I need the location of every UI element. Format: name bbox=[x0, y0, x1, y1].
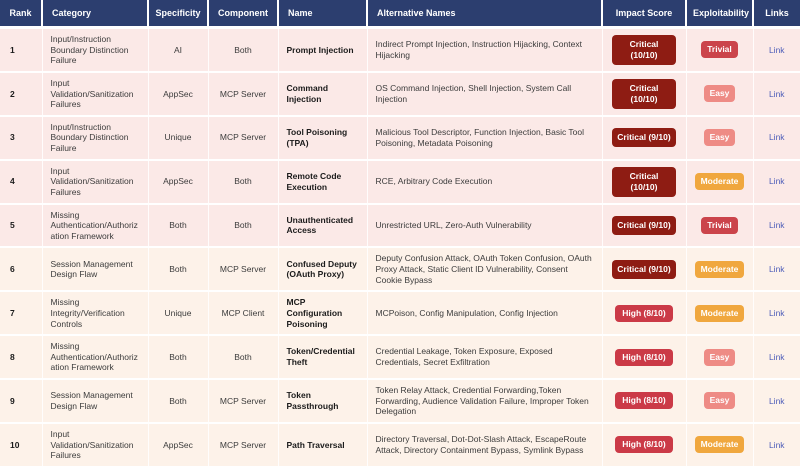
table-row bbox=[0, 291, 800, 335]
impact-score-cell bbox=[602, 204, 686, 248]
category-cell: Session Management Design Flaw bbox=[42, 247, 148, 291]
alternative-names-cell: Deputy Confusion Attack, OAuth Token Confusion, OAuth Proxy Attack, Static Client ID Vulnerability, Consent Cookie Bypass bbox=[367, 247, 602, 291]
links-cell bbox=[753, 291, 800, 335]
exploitability-cell bbox=[686, 160, 753, 204]
impact-badge: High (8/10) bbox=[615, 392, 672, 409]
alternative-names-cell: Directory Traversal, Dot-Dot-Slash Attack, EscapeRoute Attack, Directory Containment Bypass, Symlink Bypass bbox=[367, 423, 602, 467]
impact-score-cell bbox=[602, 72, 686, 116]
exploitability-cell bbox=[686, 247, 753, 291]
impact-badge: Critical (10/10) bbox=[612, 167, 676, 197]
specificity-cell: AppSec bbox=[148, 72, 208, 116]
category-cell: Session Management Design Flaw bbox=[42, 379, 148, 423]
rank-cell: 4 bbox=[0, 160, 42, 204]
impact-score-cell bbox=[602, 28, 686, 72]
rank-cell: 1 bbox=[0, 28, 42, 72]
impact-badge: Critical (9/10) bbox=[612, 260, 676, 279]
header-row bbox=[0, 0, 800, 28]
impact-badge: Critical (10/10) bbox=[612, 79, 676, 109]
specificity-cell: AppSec bbox=[148, 423, 208, 467]
specificity-cell: AppSec bbox=[148, 160, 208, 204]
table-row bbox=[0, 335, 800, 379]
row-link[interactable]: Link bbox=[768, 264, 785, 274]
links-cell bbox=[753, 379, 800, 423]
specificity-cell: Both bbox=[148, 247, 208, 291]
column-header-component: Component bbox=[208, 0, 278, 28]
category-cell: Missing Authentication/Authorization Framework bbox=[42, 204, 148, 248]
row-link[interactable]: Link bbox=[768, 351, 785, 362]
alternative-names-cell: Unrestricted URL, Zero-Auth Vulnerability bbox=[367, 204, 602, 248]
alternative-names-cell: Indirect Prompt Injection, Instruction Hijacking, Context Hijacking bbox=[367, 28, 602, 72]
alternative-names-cell: RCE, Arbitrary Code Execution bbox=[367, 160, 602, 204]
impact-score-cell bbox=[602, 335, 686, 379]
name-cell: Prompt Injection bbox=[278, 28, 367, 72]
alternative-names-cell: MCPoison, Config Manipulation, Config Injection bbox=[367, 291, 602, 335]
component-cell: Both bbox=[208, 335, 278, 379]
column-header-category: Category bbox=[42, 0, 148, 28]
exploitability-cell bbox=[686, 116, 753, 160]
links-cell bbox=[753, 204, 800, 248]
impact-score-cell bbox=[602, 116, 686, 160]
row-link[interactable]: Link bbox=[768, 395, 785, 406]
alternative-names-cell: Malicious Tool Descriptor, Function Injection, Basic Tool Poisoning, Metadata Poisoning bbox=[367, 116, 602, 160]
exploitability-badge: Easy bbox=[704, 349, 736, 366]
specificity-cell: Both bbox=[148, 335, 208, 379]
table-row bbox=[0, 204, 800, 248]
exploitability-cell bbox=[686, 291, 753, 335]
name-cell: Path Traversal bbox=[278, 423, 367, 467]
name-cell: Confused Deputy (OAuth Proxy) bbox=[278, 247, 367, 291]
impact-badge: High (8/10) bbox=[615, 349, 672, 366]
links-cell bbox=[753, 335, 800, 379]
component-cell: MCP Server bbox=[208, 72, 278, 116]
rank-cell: 6 bbox=[0, 247, 42, 291]
exploitability-badge: Trivial bbox=[701, 41, 738, 58]
category-cell: Input Validation/Sanitization Failures bbox=[42, 423, 148, 467]
component-cell: MCP Client bbox=[208, 291, 278, 335]
component-cell: Both bbox=[208, 160, 278, 204]
links-cell bbox=[753, 28, 800, 72]
column-header-name: Name bbox=[278, 0, 367, 28]
component-cell: Both bbox=[208, 28, 278, 72]
category-cell: Input/Instruction Boundary Distinction Failure bbox=[42, 28, 148, 72]
impact-score-cell bbox=[602, 379, 686, 423]
name-cell: Token Passthrough bbox=[278, 379, 367, 423]
rank-cell: 8 bbox=[0, 335, 42, 379]
column-header-links: Links bbox=[753, 0, 800, 28]
specificity-cell: Both bbox=[148, 204, 208, 248]
impact-badge: Critical (9/10) bbox=[612, 216, 676, 235]
exploitability-badge: Moderate bbox=[695, 173, 745, 190]
name-cell: Token/Credential Theft bbox=[278, 335, 367, 379]
specificity-cell: Unique bbox=[148, 116, 208, 160]
impact-badge: High (8/10) bbox=[615, 305, 672, 322]
impact-badge: Critical (9/10) bbox=[612, 128, 676, 147]
links-cell bbox=[753, 72, 800, 116]
exploitability-cell bbox=[686, 28, 753, 72]
exploitability-cell bbox=[686, 335, 753, 379]
row-link[interactable]: Link bbox=[768, 220, 785, 231]
category-cell: Input Validation/Sanitization Failures bbox=[42, 72, 148, 116]
exploitability-badge: Moderate bbox=[695, 305, 745, 322]
column-header-exploitability: Exploitability bbox=[686, 0, 753, 28]
links-cell bbox=[753, 160, 800, 204]
impact-score-cell bbox=[602, 160, 686, 204]
name-cell: MCP Configuration Poisoning bbox=[278, 291, 367, 335]
component-cell: Both bbox=[208, 204, 278, 248]
exploitability-badge: Moderate bbox=[695, 436, 745, 453]
rank-cell: 2 bbox=[0, 72, 42, 116]
exploitability-badge: Easy bbox=[704, 85, 736, 102]
name-cell: Unauthenticated Access bbox=[278, 204, 367, 248]
links-cell bbox=[753, 116, 800, 160]
table-row bbox=[0, 116, 800, 160]
rank-cell: 5 bbox=[0, 204, 42, 248]
row-link[interactable]: Link bbox=[768, 88, 785, 99]
name-cell: Remote Code Execution bbox=[278, 160, 367, 204]
impact-score-cell bbox=[602, 247, 686, 291]
alternative-names-cell: Token Relay Attack, Credential Forwarding,Token Forwarding, Audience Validation Failure, Improper Token Delegation bbox=[367, 379, 602, 423]
specificity-cell: Unique bbox=[148, 291, 208, 335]
links-cell bbox=[753, 247, 800, 291]
exploitability-cell bbox=[686, 72, 753, 116]
specificity-cell: Both bbox=[148, 379, 208, 423]
category-cell: Missing Authentication/Authorization Framework bbox=[42, 335, 148, 379]
rank-cell: 7 bbox=[0, 291, 42, 335]
row-link[interactable]: Link bbox=[768, 176, 785, 187]
impact-badge: Critical (10/10) bbox=[612, 35, 676, 65]
impact-score-cell bbox=[602, 291, 686, 335]
exploitability-badge: Moderate bbox=[695, 261, 745, 278]
specificity-cell: AI bbox=[148, 28, 208, 72]
row-link[interactable]: Link bbox=[768, 132, 785, 143]
table-row bbox=[0, 379, 800, 423]
component-cell: MCP Server bbox=[208, 247, 278, 291]
category-cell: Missing Integrity/Verification Controls bbox=[42, 291, 148, 335]
column-header-impact-score: Impact Score bbox=[602, 0, 686, 28]
alternative-names-cell: Credential Leakage, Token Exposure, Exposed Credentials, Secret Exfiltration bbox=[367, 335, 602, 379]
table-row bbox=[0, 160, 800, 204]
rank-cell: 10 bbox=[0, 423, 42, 467]
component-cell: MCP Server bbox=[208, 116, 278, 160]
exploitability-badge: Easy bbox=[704, 392, 736, 409]
impact-badge: High (8/10) bbox=[615, 436, 672, 453]
category-cell: Input/Instruction Boundary Distinction Failure bbox=[42, 116, 148, 160]
row-link[interactable]: Link bbox=[768, 44, 785, 55]
column-header-alternative-names: Alternative Names bbox=[367, 0, 602, 28]
exploitability-badge: Easy bbox=[704, 129, 736, 146]
name-cell: Tool Poisoning (TPA) bbox=[278, 116, 367, 160]
column-header-specificity: Specificity bbox=[148, 0, 208, 28]
table-row bbox=[0, 72, 800, 116]
row-link[interactable]: Link bbox=[768, 439, 785, 450]
column-header-rank: Rank bbox=[0, 0, 42, 28]
component-cell: MCP Server bbox=[208, 423, 278, 467]
category-cell: Input Validation/Sanitization Failures bbox=[42, 160, 148, 204]
exploitability-badge: Trivial bbox=[701, 217, 738, 234]
alternative-names-cell: OS Command Injection, Shell Injection, System Call Injection bbox=[367, 72, 602, 116]
rank-cell: 3 bbox=[0, 116, 42, 160]
exploitability-cell bbox=[686, 379, 753, 423]
component-cell: MCP Server bbox=[208, 379, 278, 423]
table-row bbox=[0, 28, 800, 72]
exploitability-cell bbox=[686, 204, 753, 248]
row-link[interactable]: Link bbox=[768, 307, 785, 318]
table-row bbox=[0, 247, 800, 291]
name-cell: Command Injection bbox=[278, 72, 367, 116]
rank-cell: 9 bbox=[0, 379, 42, 423]
